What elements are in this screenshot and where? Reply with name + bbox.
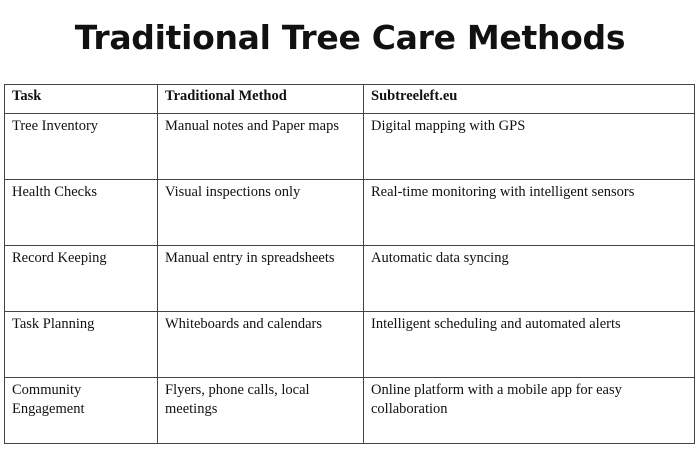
- cell-subtreeleft: Online platform with a mobile app for easy collaboration: [364, 378, 695, 444]
- cell-traditional-method: Flyers, phone calls, local meetings: [158, 378, 364, 444]
- cell-task: Community Engagement: [5, 378, 158, 444]
- cell-traditional-method: Manual notes and Paper maps: [158, 114, 364, 180]
- page-title: Traditional Tree Care Methods: [74, 18, 626, 57]
- table-row: [5, 378, 695, 444]
- table-row: [5, 180, 695, 246]
- column-header-task: Task: [5, 85, 158, 114]
- table-row: [5, 246, 695, 312]
- cell-subtreeleft: Real-time monitoring with intelligent sensors: [364, 180, 695, 246]
- table-row: [5, 114, 695, 180]
- cell-subtreeleft: Automatic data syncing: [364, 246, 695, 312]
- cell-task: Tree Inventory: [5, 114, 158, 180]
- table-row: [5, 312, 695, 378]
- cell-subtreeleft: Digital mapping with GPS: [364, 114, 695, 180]
- cell-task: Record Keeping: [5, 246, 158, 312]
- cell-traditional-method: Whiteboards and calendars: [158, 312, 364, 378]
- comparison-table: [4, 84, 695, 444]
- column-header-subtreeleft: Subtreeleft.eu: [364, 85, 695, 114]
- column-header-traditional-method: Traditional Method: [158, 85, 364, 114]
- cell-traditional-method: Visual inspections only: [158, 180, 364, 246]
- cell-subtreeleft: Intelligent scheduling and automated alerts: [364, 312, 695, 378]
- table-header-row: [5, 85, 695, 114]
- cell-task: Task Planning: [5, 312, 158, 378]
- cell-traditional-method: Manual entry in spreadsheets: [158, 246, 364, 312]
- cell-task: Health Checks: [5, 180, 158, 246]
